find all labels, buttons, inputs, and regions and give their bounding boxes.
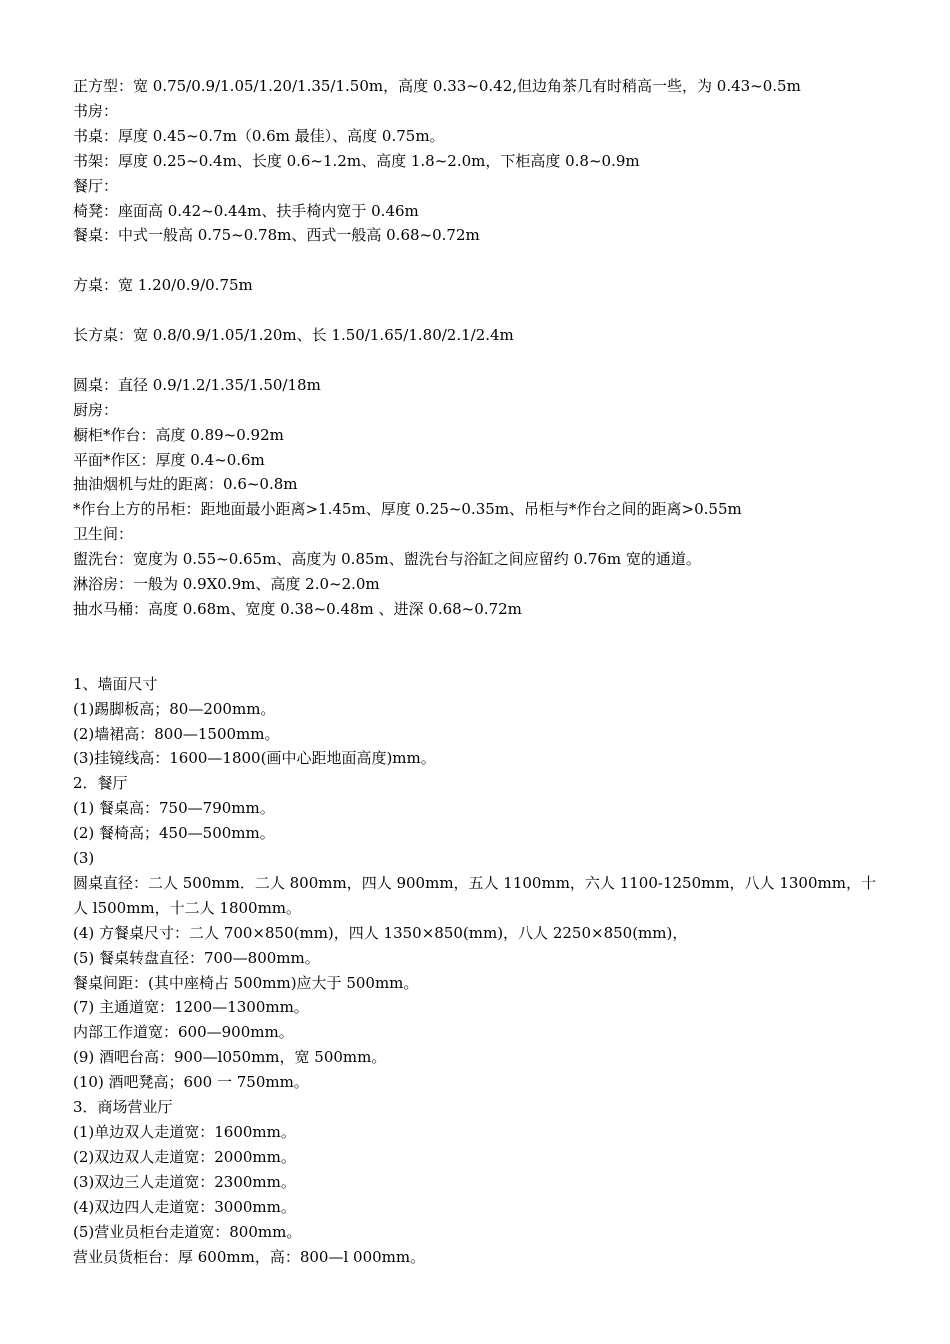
blank-gap <box>73 622 903 672</box>
text-line-aisle-4: (4)双边四人走道宽：3000mm。 <box>73 1197 296 1216</box>
text-line-table-height: (1) 餐桌高：750—790mm。 <box>73 799 275 818</box>
text-line-table-spacing: 餐桌间距：(其中座椅占 500mm)应大于 500mm。 <box>73 973 419 992</box>
text-line-aisle-2: (2)双边双人走道宽：2000mm。 <box>73 1147 296 1166</box>
text-line-counter-aisle: (5)营业员柜台走道宽：800mm。 <box>73 1222 302 1241</box>
section-heading-bathroom: 卫生间： <box>73 525 134 544</box>
section-heading-kitchen: 厨房： <box>73 400 119 419</box>
text-line-chair-height: (2) 餐椅高；450—500mm。 <box>73 824 275 843</box>
text-line-rect-table: 长方桌：宽 0.8/0.9/1.05/1.20m、长 1.50/1.65/1.80/2.1/2.4m <box>73 326 514 345</box>
document-page <box>73 74 903 1269</box>
text-line-desk: 书桌：厚度 0.45~0.7m（0.6m 最佳）、高度 0.75m。 <box>73 126 445 145</box>
section-heading-dining: 餐厅： <box>73 176 119 195</box>
text-line-bar-stool: (10) 酒吧凳高；600 一 750mm。 <box>73 1073 309 1092</box>
section-heading-restaurant: 2．餐厅 <box>73 774 128 793</box>
blank-line <box>73 348 903 373</box>
text-line-dining-table: 餐桌：中式一般高 0.75~0.78m、西式一般高 0.68~0.72m <box>73 226 480 245</box>
text-line-counter-size: 营业员货柜台：厚 600mm，高：800—l 000mm。 <box>73 1247 426 1266</box>
blank-line <box>73 248 903 273</box>
text-line-wainscot: (2)墙裙高：800—1500mm。 <box>73 724 280 743</box>
section-heading-wall-size: 1、墙面尺寸 <box>73 674 158 693</box>
text-line-picture-rail: (3)挂镜线高：1600—1800(画中心距地面高度)mm。 <box>73 749 436 768</box>
text-line-aisle-3: (3)双边三人走道宽：2300mm。 <box>73 1172 296 1191</box>
text-line-bookshelf: 书架：厚度 0.25~0.4m、长度 0.6~1.2m、高度 1.8~2.0m，下柜高度 0.8~0.9m <box>73 151 640 170</box>
text-line-turntable: (5) 餐桌转盘直径：700—800mm。 <box>73 948 320 967</box>
text-line-cabinet-worktop: 橱柜*作台：高度 0.89~0.92m <box>73 425 284 444</box>
text-line-item-3: (3) <box>73 849 95 868</box>
text-line-range-hood: 抽油烟机与灶的距离：0.6~0.8m <box>73 475 298 494</box>
text-line-washbasin: 盥洗台：宽度为 0.55~0.65m、高度为 0.85m、盥洗台与浴缸之间应留约 0.76m 宽的通道。 <box>73 550 701 569</box>
text-line-work-aisle: 内部工作道宽：600—900mm。 <box>73 1023 294 1042</box>
blank-line <box>73 298 903 323</box>
text-line-shower: 淋浴房：一般为 0.9X0.9m、高度 2.0~2.0m <box>73 575 380 594</box>
section-heading-mall-hall: 3．商场营业厅 <box>73 1098 173 1117</box>
section-heading-study: 书房： <box>73 101 119 120</box>
text-line-wall-cabinet: *作台上方的吊柜：距地面最小距离>1.45m、厚度 0.25~0.35m、吊柜与*作台之间的距离>0.55m <box>73 500 742 519</box>
text-line-skirting: (1)踢脚板高；80—200mm。 <box>73 699 276 718</box>
text-line-square-table-size: 正方型：宽 0.75/0.9/1.05/1.20/1.35/1.50m，高度 0.33~0.42,但边角茶几有时稍高一些，为 0.43~0.5m <box>73 77 801 95</box>
text-line-work-area: 平面*作区：厚度 0.4~0.6m <box>73 450 265 469</box>
text-line-square-dining-table: (4) 方餐桌尺寸：二人 700×850(mm)，四人 1350×850(mm)，八人 2250×850(mm)， <box>73 923 688 942</box>
text-line-chair: 椅凳：座面高 0.42~0.44m、扶手椅内宽于 0.46m <box>73 201 419 220</box>
text-line-toilet: 抽水马桶：高度 0.68m、宽度 0.38~0.48m 、进深 0.68~0.72m <box>73 599 522 618</box>
text-line-square-table: 方桌：宽 1.20/0.9/0.75m <box>73 276 253 295</box>
text-line-round-table: 圆桌：直径 0.9/1.2/1.35/1.50/18m <box>73 375 321 394</box>
text-line-aisle-1: (1)单边双人走道宽：1600mm。 <box>73 1123 296 1141</box>
text-line-bar-counter: (9) 酒吧台高：900—l050mm，宽 500mm。 <box>73 1048 387 1067</box>
text-line-main-aisle: (7) 主通道宽：1200—1300mm。 <box>73 998 309 1017</box>
paragraph-round-table-diameter: 圆桌直径：二人 500mm．二人 800mm，四人 900mm，五人 1100mm，六人 1100-1250mm，八人 1300mm，十人 l500mm，十二人 1800mm。 <box>73 873 876 917</box>
